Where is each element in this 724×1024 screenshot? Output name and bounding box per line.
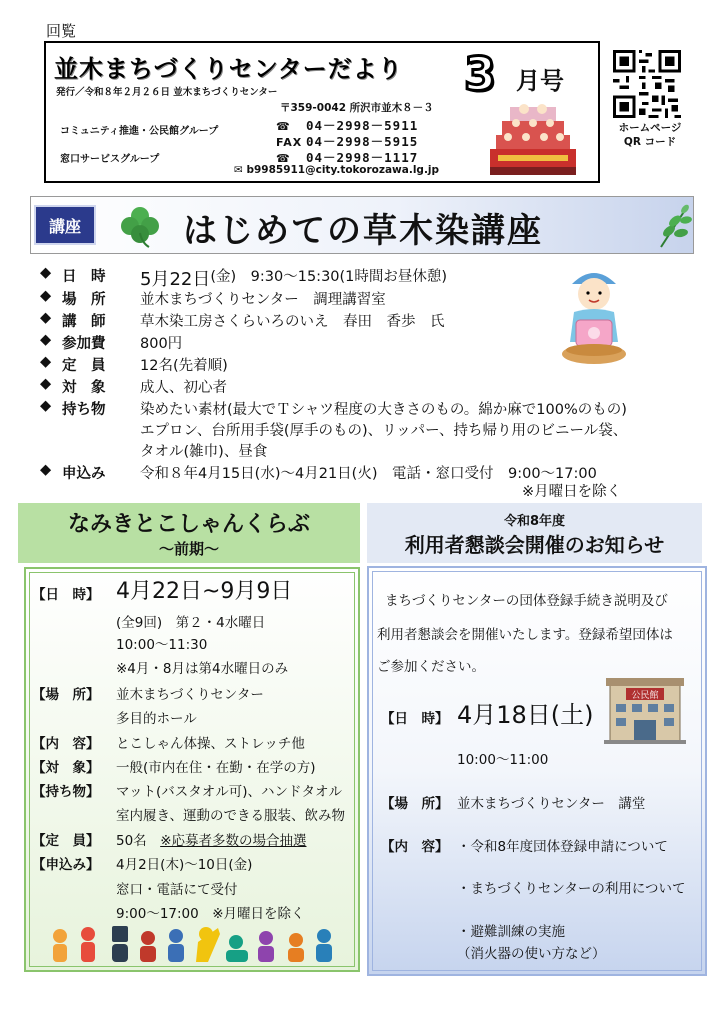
hina-doll-illustration: [490, 99, 576, 179]
tel-counter: ☎ 04－2998－1117: [276, 150, 419, 165]
club-title: なみきとこしゃんくらぶ: [67, 512, 310, 537]
course-items-row: ◆ 持ち物 染めたい素材(最大でＴシャツ程度の大きさのもの。綿か麻で100%のもの): [40, 398, 627, 418]
meeting-content-3b: （消火器の使い方など）: [457, 946, 606, 962]
qr-caption: ホームページ QR コード: [618, 122, 682, 148]
club-apply-line2: 窓口・電話にて受付: [116, 882, 238, 898]
meeting-date-value: 4月18日(土): [457, 701, 594, 729]
course-date-row: ◆ 日 時 5月22日 (金) 9:30～15:30(1時間お昼休憩): [40, 265, 448, 290]
meeting-content-1: ・令和8年度団体登録申請について: [457, 839, 668, 855]
meeting-intro-3: ご参加ください。: [377, 659, 485, 675]
meeting-title: 利用者懇談会開催のお知らせ: [404, 533, 665, 557]
club-apply-label: 【申込み】: [32, 857, 100, 873]
meeting-time: 10:00～11:00: [457, 752, 549, 768]
club-date-line4: ※4月・8月は第4水曜日のみ: [116, 661, 289, 677]
club-subtitle: ～前期～: [158, 540, 219, 558]
fax-number: FAX 04－2998－5915: [276, 134, 419, 149]
circulate-label: 回覧: [46, 22, 77, 40]
club-date-line3: 10:00～11:30: [116, 637, 208, 653]
club-lottery-note: ※応募者多数の場合抽選: [160, 833, 307, 849]
issue-unit: 月号: [516, 67, 564, 95]
course-items-cont-2: タオル(雑巾)、昼食: [140, 444, 268, 460]
dyeing-woman-illustration: [558, 262, 630, 374]
club-target: 一般(市内在住・在勤・在学の方): [116, 760, 316, 776]
course-items-cont-1: エプロン、台所用手袋(厚手のもの)、リッパー、持ち帰り用のビニール袋、: [140, 423, 628, 439]
meeting-place-label: 【場 所】: [381, 796, 449, 812]
exercise-people-illustration: [48, 924, 338, 966]
club-place-line2: 多目的ホール: [116, 711, 197, 727]
club-apply-line3: 9:00～17:00 ※月曜日を除く: [116, 906, 305, 922]
course-banner: [30, 196, 694, 254]
course-target-row: ◆ 対 象 成人、初心者: [40, 376, 227, 396]
meeting-content-3: ・避難訓練の実施: [457, 924, 565, 940]
club-items-line1: マット(バスタオル可)、ハンドタオル: [116, 784, 342, 800]
meeting-content-label: 【内 容】: [381, 839, 449, 855]
meeting-content-2: ・まちづくりセンターの利用について: [457, 881, 686, 897]
hall-sign-text: 公民館: [631, 691, 659, 701]
email-address: ✉ b9985911@city.tokorozawa.lg.jp: [234, 164, 440, 176]
issue-info: 発行／令和８年２月２６日 並木まちづくりセンター: [56, 87, 278, 98]
community-hall-icon: [604, 670, 686, 744]
leaf-branch-icon: [655, 201, 693, 251]
newsletter-header: [44, 41, 600, 183]
course-title: はじめての草木染講座: [183, 211, 543, 251]
newsletter-title: 並木まちづくりセンターだより: [54, 55, 403, 83]
course-apply-note: ※月曜日を除く: [522, 484, 622, 500]
meeting-intro-1: まちづくりセンターの団体登録手続き説明及び: [385, 593, 668, 609]
club-place-line1: 並木まちづくりセンター: [116, 687, 264, 703]
club-target-label: 【対 象】: [32, 760, 100, 776]
course-place-row: ◆ 場 所 並木まちづくりセンター 調理講習室: [40, 288, 386, 308]
club-title-bar: [18, 503, 360, 563]
meeting-intro-2: 利用者懇談会を開催いたします。登録希望団体は: [377, 627, 673, 643]
postal-address: 〒359-0042 所沢市並木８－３: [280, 102, 434, 114]
club-content-label: 【内 容】: [32, 736, 100, 752]
course-apply-row: ◆ 申込み 令和８年4月15日(水)～4月21日(火) 電話・窓口受付 9:00～17:00: [40, 462, 597, 482]
course-badge: 講座: [34, 205, 96, 245]
group-counter: 窓口サービスグループ: [60, 154, 160, 165]
course-instructor-row: ◆ 講 師 草木染工房さくらいろのいえ 春田 香歩 氏: [40, 310, 445, 330]
clover-icon: [117, 203, 163, 249]
club-date-value: 4月22日~9月9日: [116, 579, 293, 604]
club-apply-line1: 4月2日(木)～10日(金): [116, 857, 253, 873]
meeting-title-bar: [367, 503, 702, 563]
meeting-date-label: 【日 時】: [381, 711, 449, 727]
issue-number: 3: [464, 47, 497, 101]
club-date-label: 【日 時】: [32, 587, 100, 603]
club-capacity-label: 【定 員】: [32, 833, 100, 849]
club-items-label: 【持ち物】: [32, 784, 100, 800]
course-capacity-row: ◆ 定 員 12名(先着順): [40, 354, 228, 374]
club-capacity: 50名 ※応募者多数の場合抽選: [116, 833, 307, 849]
tel-community: ☎ 04－2998－5911: [276, 118, 419, 133]
club-items-line2: 室内履き、運動のできる服装、飲み物: [116, 808, 345, 824]
club-date-line2: (全9回) 第２・4水曜日: [116, 615, 266, 631]
group-community: コミュニティ推進・公民館グループ: [60, 126, 219, 137]
meeting-place: 並木まちづくりセンター 講堂: [457, 796, 646, 812]
qr-code-icon[interactable]: [612, 50, 682, 118]
club-content: とこしゃん体操、ストレッチ他: [116, 736, 305, 752]
course-fee-row: ◆ 参加費 800円: [40, 332, 183, 352]
club-place-label: 【場 所】: [32, 687, 100, 703]
meeting-year: 令和8年度: [503, 514, 566, 529]
